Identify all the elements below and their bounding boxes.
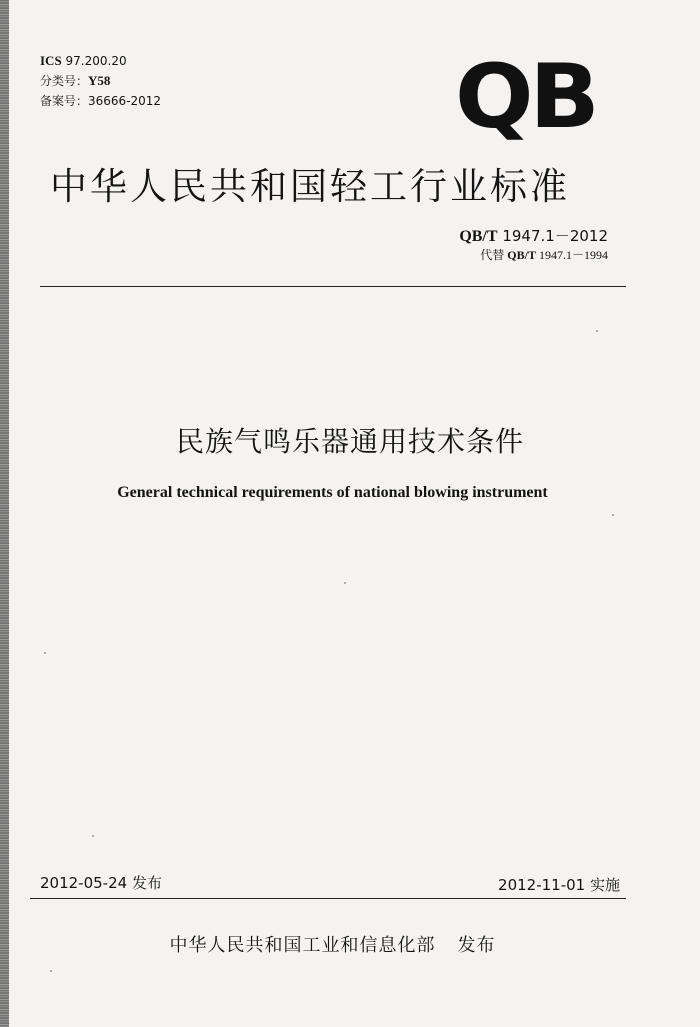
- scan-speck: [92, 835, 94, 837]
- document-title-chinese: 民族气鸣乐器通用技术条件: [175, 425, 524, 458]
- footer-divider: [30, 898, 626, 899]
- replaces-code-number: 1947.1－1994: [538, 248, 608, 262]
- issuing-authority: [0, 931, 665, 957]
- standard-category-title: 中华人民共和国轻工行业标准: [50, 165, 570, 208]
- replaces-code-prefix: QB/T: [507, 248, 536, 262]
- classification-line: [40, 71, 110, 91]
- replaces-line: [480, 246, 608, 263]
- standard-code-prefix: QB/T: [459, 228, 498, 245]
- scan-edge: [0, 0, 9, 1027]
- classification-label: 分类号：: [40, 74, 89, 88]
- record-value: 36666-2012: [88, 94, 162, 108]
- header-divider: [40, 286, 626, 287]
- standard-number: [459, 225, 608, 246]
- issue-date: 2012-05-24 发布: [40, 874, 162, 892]
- ics-label: ICS: [40, 53, 62, 68]
- scan-speck: [344, 582, 346, 584]
- scan-speck: [596, 330, 598, 332]
- scan-speck: [50, 970, 52, 972]
- ics-line: [40, 51, 127, 71]
- ics-value: 97.200.20: [65, 54, 127, 68]
- issuer-action: 发布: [457, 935, 496, 956]
- issuer-name: 中华人民共和国工业和信息化部: [169, 935, 436, 956]
- replaces-label: 代替: [480, 248, 505, 262]
- scan-speck: [44, 652, 46, 654]
- qb-logo: QB: [455, 45, 596, 148]
- effective-date: 2012-11-01 实施: [498, 876, 620, 894]
- record-line: [40, 91, 161, 111]
- document-title-english: General technical requirements of national blowing instrument: [117, 484, 548, 501]
- classification-value: Y58: [88, 73, 111, 88]
- record-label: 备案号：: [40, 94, 89, 108]
- scan-speck: [612, 514, 614, 516]
- standard-code-number: 1947.1－2012: [502, 227, 608, 245]
